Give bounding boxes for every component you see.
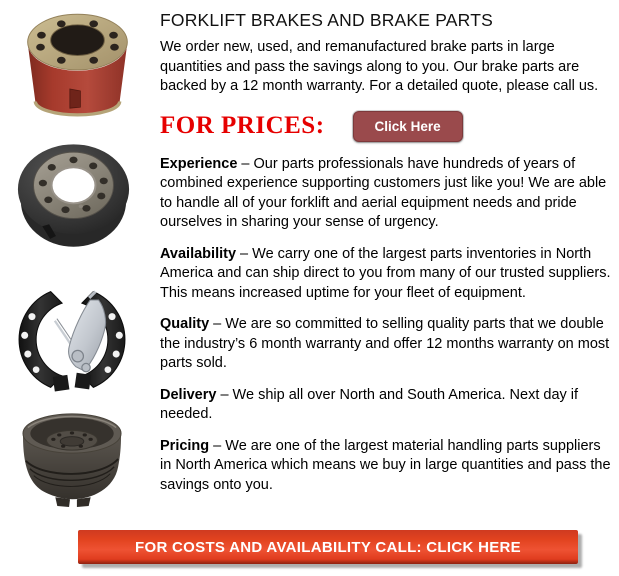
section-delivery	[160, 386, 615, 425]
brake-drum-bowl-photo	[15, 406, 130, 514]
section-delivery-text: – We ship all over North and South America. Next day if needed.	[160, 386, 579, 422]
costs-availability-banner[interactable]	[78, 530, 578, 564]
click-here-button[interactable]: Click Here	[353, 111, 463, 142]
costs-availability-banner-label: FOR COSTS AND AVAILABILITY CALL: CLICK HERE	[135, 538, 521, 556]
for-prices-heading: FOR PRICES:	[160, 112, 325, 139]
section-pricing	[160, 437, 615, 496]
page-title: FORKLIFT BRAKES AND BRAKE PARTS	[160, 10, 493, 30]
section-availability	[160, 245, 615, 304]
brake-shoe-set-image	[7, 287, 137, 392]
section-quality-text: – We are so committed to selling quality parts that we double the industry’s 6 month warranty and offer 12 months warranty on most parts sold.	[160, 316, 610, 371]
section-experience-label: Experience	[160, 155, 238, 172]
section-availability-label: Availability	[160, 245, 237, 262]
section-delivery-label: Delivery	[160, 386, 217, 403]
section-experience	[160, 155, 615, 233]
brake-shoe-set-photo	[7, 287, 137, 397]
main-content	[160, 0, 615, 507]
section-availability-text: – We carry one of the largest parts inventories in North America and can ship direct to you from many of our trusted suppliers. This means increased uptime for your fleet of equipment.	[160, 245, 611, 301]
prices-row	[160, 111, 615, 142]
section-pricing-text: – We are one of the largest material handling parts suppliers in North America which means we buy in large quantities and pass the savings onto you.	[160, 437, 611, 493]
section-quality	[160, 315, 615, 374]
intro-paragraph: We order new, used, and remanufactured brake parts in large quantities and pass the savings along to you. Our brake parts are backed by a 12 month warranty. For a detailed quote, please call us.	[160, 39, 599, 94]
section-experience-text: – Our parts professionals have hundreds of years of combined experience supporting customers just like you! We are able to handle all of your forklift and aerial equipment needs and pride ourselves in sharing your sense of urgency.	[160, 155, 607, 230]
brake-drum-hub-image	[15, 140, 132, 252]
brake-drum-bowl-image	[15, 406, 130, 509]
red-brake-drum-image	[20, 8, 135, 124]
red-brake-drum-photo	[20, 8, 135, 129]
section-quality-label: Quality	[160, 316, 210, 332]
brake-drum-hub-photo	[15, 140, 132, 257]
section-pricing-label: Pricing	[160, 437, 210, 454]
